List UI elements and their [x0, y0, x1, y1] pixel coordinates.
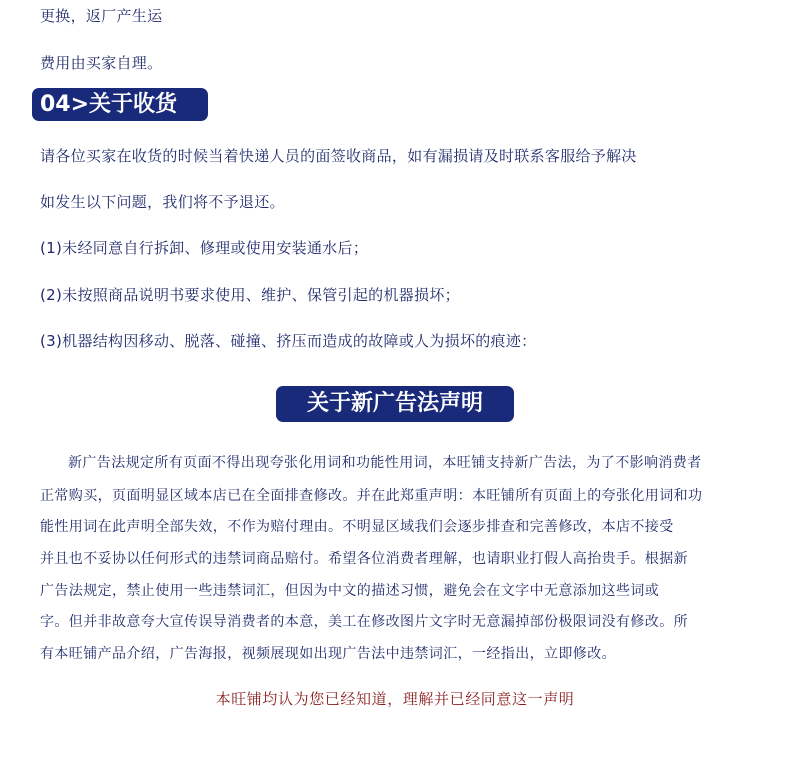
ad-law-paragraph-line: 能性用词在此声明全部失效，不作为赔付理由。不明显区域我们会逐步排查和完善修改，本店不接受 [40, 519, 674, 535]
receive-line-4: (2)未按照商品说明书要求使用、维护、保管引起的机器损坏； [40, 286, 460, 304]
ad-law-paragraph-line: 字。但并非故意夸大宣传误导消费者的本意，美工在修改图片文字时无意漏掉部份极限词没有修改。所 [40, 614, 688, 630]
receive-line-2: 如发生以下问题，我们将不予退还。 [40, 193, 285, 211]
intro-line-2: 费用由买家自理。 [40, 54, 163, 72]
ad-law-paragraph-line: 广告法规定，禁止使用一些违禁词汇，但因为中文的描述习惯，避免会在文字中无意添加这些词或 [40, 583, 660, 599]
ad-law-paragraph-line: 有本旺铺产品介绍，广告海报，视频展现如出现广告法中违禁词汇，一经指出，立即修改。 [40, 646, 616, 662]
ad-law-paragraph-line: 正常购买，页面明显区域本店已在全面排查修改。并在此郑重声明：本旺铺所有页面上的夸张化用词和功 [40, 488, 703, 504]
receive-line-1: 请各位买家在收货的时候当着快递人员的面签收商品，如有漏损请及时联系客服给予解决 [40, 147, 637, 165]
receive-line-3: (1)未经同意自行拆卸、修理或使用安装通水后； [40, 239, 369, 257]
ad-law-closing-statement: 本旺铺均认为您已经知道，理解并已经同意这一声明 [215, 690, 575, 708]
receive-section-title: 04>关于收货 [32, 88, 208, 121]
intro-line-1: 更换，返厂产生运 [40, 7, 163, 25]
ad-law-section-title: 关于新广告法声明 [276, 386, 514, 422]
ad-law-paragraph-line: 新广告法规定所有页面不得出现夸张化用词和功能性用词，本旺铺支持新广告法，为了不影响消费者 [68, 455, 702, 471]
receive-line-5: (3)机器结构因移动、脱落、碰撞、挤压而造成的故障或人为损坏的痕迹： [40, 332, 537, 350]
ad-law-paragraph-line: 并且也不妥协以任何形式的违禁词商品赔付。希望各位消费者理解，也请职业打假人高抬贵手。根据新 [40, 551, 688, 567]
